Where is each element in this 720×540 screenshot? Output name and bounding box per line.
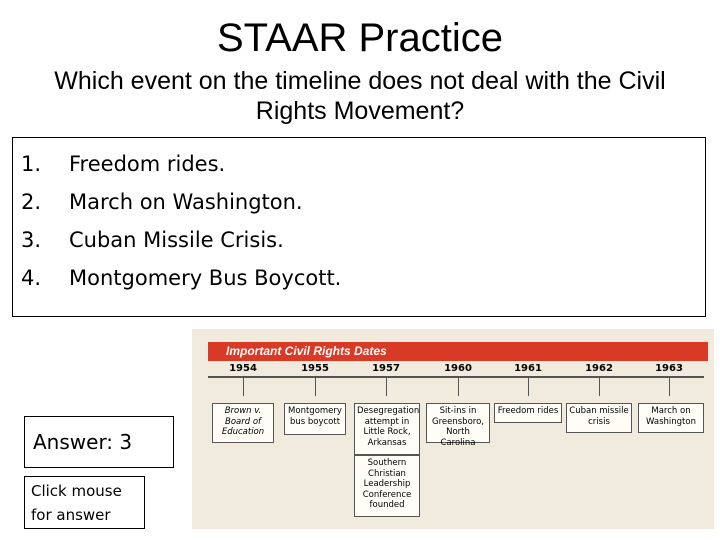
timeline-tick: [315, 378, 316, 396]
timeline-year-1961: 1961: [514, 363, 542, 374]
timeline-tick: [386, 378, 387, 396]
timeline-tick: [669, 378, 670, 396]
timeline-event-1962: Cuban missile crisis: [566, 403, 632, 433]
timeline-event-1955: Montgomery bus boycott: [284, 403, 346, 435]
option-number: 2.: [21, 190, 42, 214]
timeline-year-1962: 1962: [585, 363, 613, 374]
timeline-event-1957a: Desegregation attempt in Little Rock, Arkansas: [354, 403, 420, 455]
option-text: Freedom rides.: [69, 152, 226, 176]
timeline-year-1960: 1960: [444, 363, 472, 374]
reveal-answer-button[interactable]: Click mouse for answer: [24, 476, 145, 529]
timeline-event-1954: Brown v. Board of Education: [212, 403, 274, 443]
timeline-event-1957b: Southern Christian Leadership Conference founded: [354, 455, 420, 517]
timeline-year-1963: 1963: [655, 363, 683, 374]
option-text: Montgomery Bus Boycott.: [69, 266, 342, 290]
timeline-tick: [599, 378, 600, 396]
option-text: March on Washington.: [69, 190, 303, 214]
timeline-event-1963: March on Washington: [638, 403, 704, 433]
timeline-axis: [208, 376, 704, 378]
option-text: Cuban Missile Crisis.: [69, 228, 284, 252]
question-text: Which event on the timeline does not deal with the Civil Rights Movement?: [54, 67, 666, 125]
option-item-3: [21, 221, 284, 259]
option-number: 4.: [21, 266, 42, 290]
timeline-year-1955: 1955: [301, 363, 329, 374]
option-item-4: [21, 259, 341, 297]
timeline-year-1957: 1957: [372, 363, 400, 374]
timeline-tick: [458, 378, 459, 396]
option-item-2: [21, 183, 303, 221]
timeline-year-1954: 1954: [229, 363, 257, 374]
answer-box: Answer: 3: [24, 416, 174, 468]
answer-options-box: [12, 137, 706, 317]
option-number: 1.: [21, 152, 42, 176]
timeline-title: Important Civil Rights Dates: [208, 342, 708, 361]
timeline-event-1960: Sit-ins in Greensboro, North Carolina: [426, 403, 490, 443]
timeline-event-1961: Freedom rides: [494, 403, 562, 423]
option-item-1: [21, 145, 225, 183]
timeline-tick: [528, 378, 529, 396]
slide-title: STAAR Practice: [217, 16, 503, 60]
timeline-tick: [243, 378, 244, 396]
civil-rights-timeline-image: [192, 329, 714, 529]
option-number: 3.: [21, 228, 42, 252]
